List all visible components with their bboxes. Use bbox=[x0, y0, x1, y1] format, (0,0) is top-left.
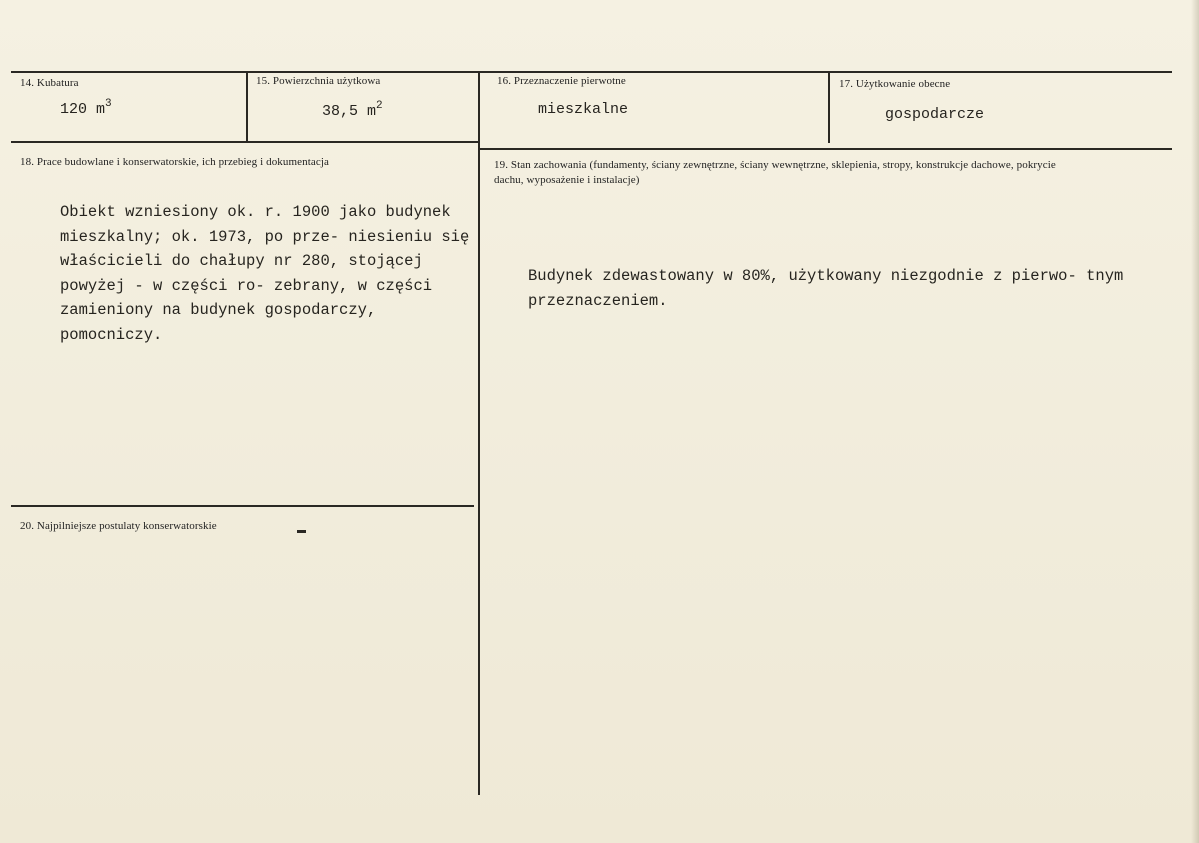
divider-14-15 bbox=[246, 71, 248, 142]
row1-bottom-rule-right bbox=[479, 148, 1172, 150]
field-14-value bbox=[60, 98, 112, 118]
field-15-value bbox=[322, 100, 383, 120]
field-14-number: 120 m bbox=[60, 101, 106, 118]
field-18-value: Obiekt wzniesiony ok. r. 1900 jako budynek mieszkalny; ok. 1973, po prze- niesieniu się właścicieli do chałupy nr 280, stojącej powyżej - w części ro- zebrany, w części zamieniony na budynek gospodarczy, pomocniczy. bbox=[60, 203, 470, 344]
field-17-label: 17. Użytkowanie obecne bbox=[839, 78, 951, 90]
field-15-number: 38,5 m bbox=[322, 103, 377, 120]
field-17-value: gospodarcze bbox=[885, 106, 985, 123]
row1-bottom-rule bbox=[11, 141, 479, 143]
field-14-label: 14. Kubatura bbox=[20, 77, 79, 89]
field-19-value: Budynek zdewastowany w 80%, użytkowany niezgodnie z pierwo- tnym przeznaczeniem. bbox=[528, 267, 1124, 310]
field-15-label: 15. Powierzchnia użytkowa bbox=[256, 75, 381, 87]
divider-15-16 bbox=[478, 71, 480, 795]
field-16-value: mieszkalne bbox=[538, 101, 629, 118]
paper-edge-shadow bbox=[1191, 0, 1199, 843]
divider-18-20 bbox=[11, 505, 474, 507]
field-19-label: 19. Stan zachowania (fundamenty, ściany zewnętrzne, ściany wewnętrzne, sklepienia, stropy, konstrukcje dachowe, pokrycie dachu, wyposażenie i instalacje) bbox=[494, 159, 1056, 186]
field-15-exponent: 2 bbox=[376, 100, 383, 112]
field-16-label: 16. Przeznaczenie pierwotne bbox=[497, 75, 626, 87]
field-20-label: 20. Najpilniejsze postulaty konserwatorskie bbox=[20, 520, 217, 532]
field-20-value bbox=[297, 530, 306, 533]
top-rule bbox=[11, 71, 1172, 73]
field-18-label: 18. Prace budowlane i konserwatorskie, ich przebieg i dokumentacja bbox=[20, 156, 329, 168]
divider-16-17 bbox=[828, 71, 830, 143]
field-14-exponent: 3 bbox=[105, 98, 112, 110]
